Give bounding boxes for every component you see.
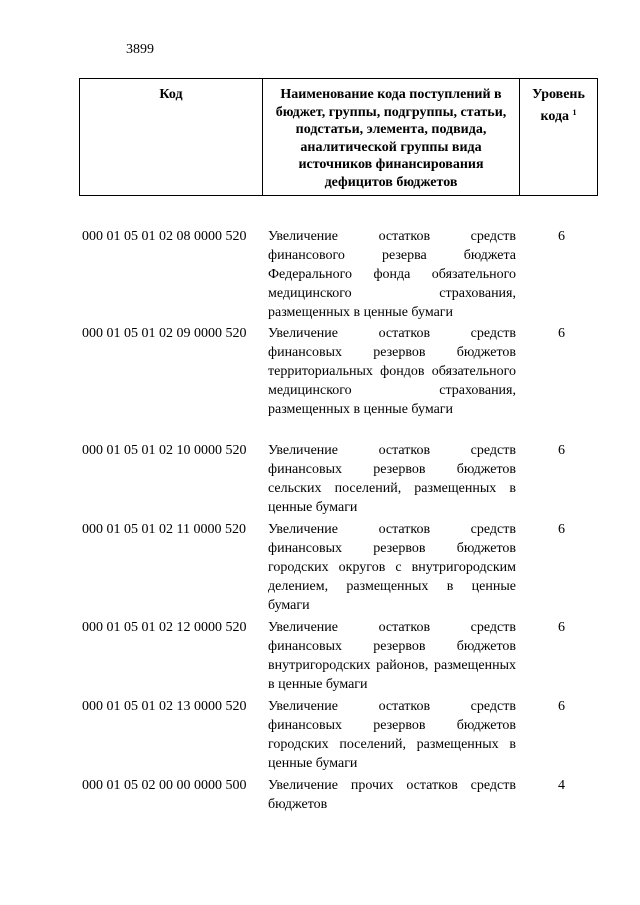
row-level: 6 [558,229,565,244]
table-row [82,441,597,520]
row-level: 6 [558,699,565,714]
header-level: Уровень кода [532,87,585,124]
row-name: Увеличение остатков средств финансовых резервов бюджетов городских поселений, размещенных в ценные бумаги [268,699,516,771]
table-row [82,520,597,618]
row-name: Увеличение остатков средств финансовых резервов бюджетов внутригородских районов, размещенных в ценные бумаги [268,620,516,692]
table-row [82,697,597,776]
row-code: 000 01 05 01 02 12 0000 520 [82,620,247,635]
row-level: 6 [558,522,565,537]
header-code-cell [80,79,263,196]
row-code: 000 01 05 01 02 13 0000 520 [82,699,247,714]
table-body [82,227,597,818]
row-name: Увеличение остатков средств финансовых резервов бюджетов городских округов с внутригородским делением, размещенных в ценные бумаги [268,522,516,613]
table-row [82,618,597,697]
row-code: 000 01 05 01 02 11 0000 520 [82,522,246,537]
row-name: Увеличение остатков средств финансовых резервов бюджетов территориальных фондов обязательного медицинского страхования, размещенных в ценные бумаги [268,326,516,417]
table-row [82,227,597,324]
row-level: 4 [558,778,565,793]
row-code: 000 01 05 01 02 08 0000 520 [82,229,247,244]
header-level-cell [520,79,598,196]
row-name: Увеличение остатков средств финансового резерва бюджета Федерального фонда обязательного медицинского страхования, размещенных в ценные бумаги [268,229,516,320]
row-code: 000 01 05 01 02 09 0000 520 [82,326,247,341]
header-code: Код [159,87,183,102]
table-row [82,776,597,818]
header-level-footnote: 1 [572,107,577,117]
header-name-cell [263,79,520,196]
header-name: Наименование кода поступлений в бюджет, группы, подгруппы, статьи, подстатьи, элемента, подвида, аналитической группы вида источников финансирования дефицитов бюджетов [275,87,507,190]
row-code: 000 01 05 02 00 00 0000 500 [82,778,247,793]
table-row [82,324,597,441]
row-level: 6 [558,443,565,458]
row-level: 6 [558,620,565,635]
table-header [79,78,598,196]
row-name: Увеличение прочих остатков средств бюджетов [268,778,516,812]
row-name: Увеличение остатков средств финансовых резервов бюджетов сельских поселений, размещенных в ценные бумаги [268,443,516,515]
page-number: 3899 [126,42,154,57]
row-code: 000 01 05 01 02 10 0000 520 [82,443,247,458]
row-level: 6 [558,326,565,341]
